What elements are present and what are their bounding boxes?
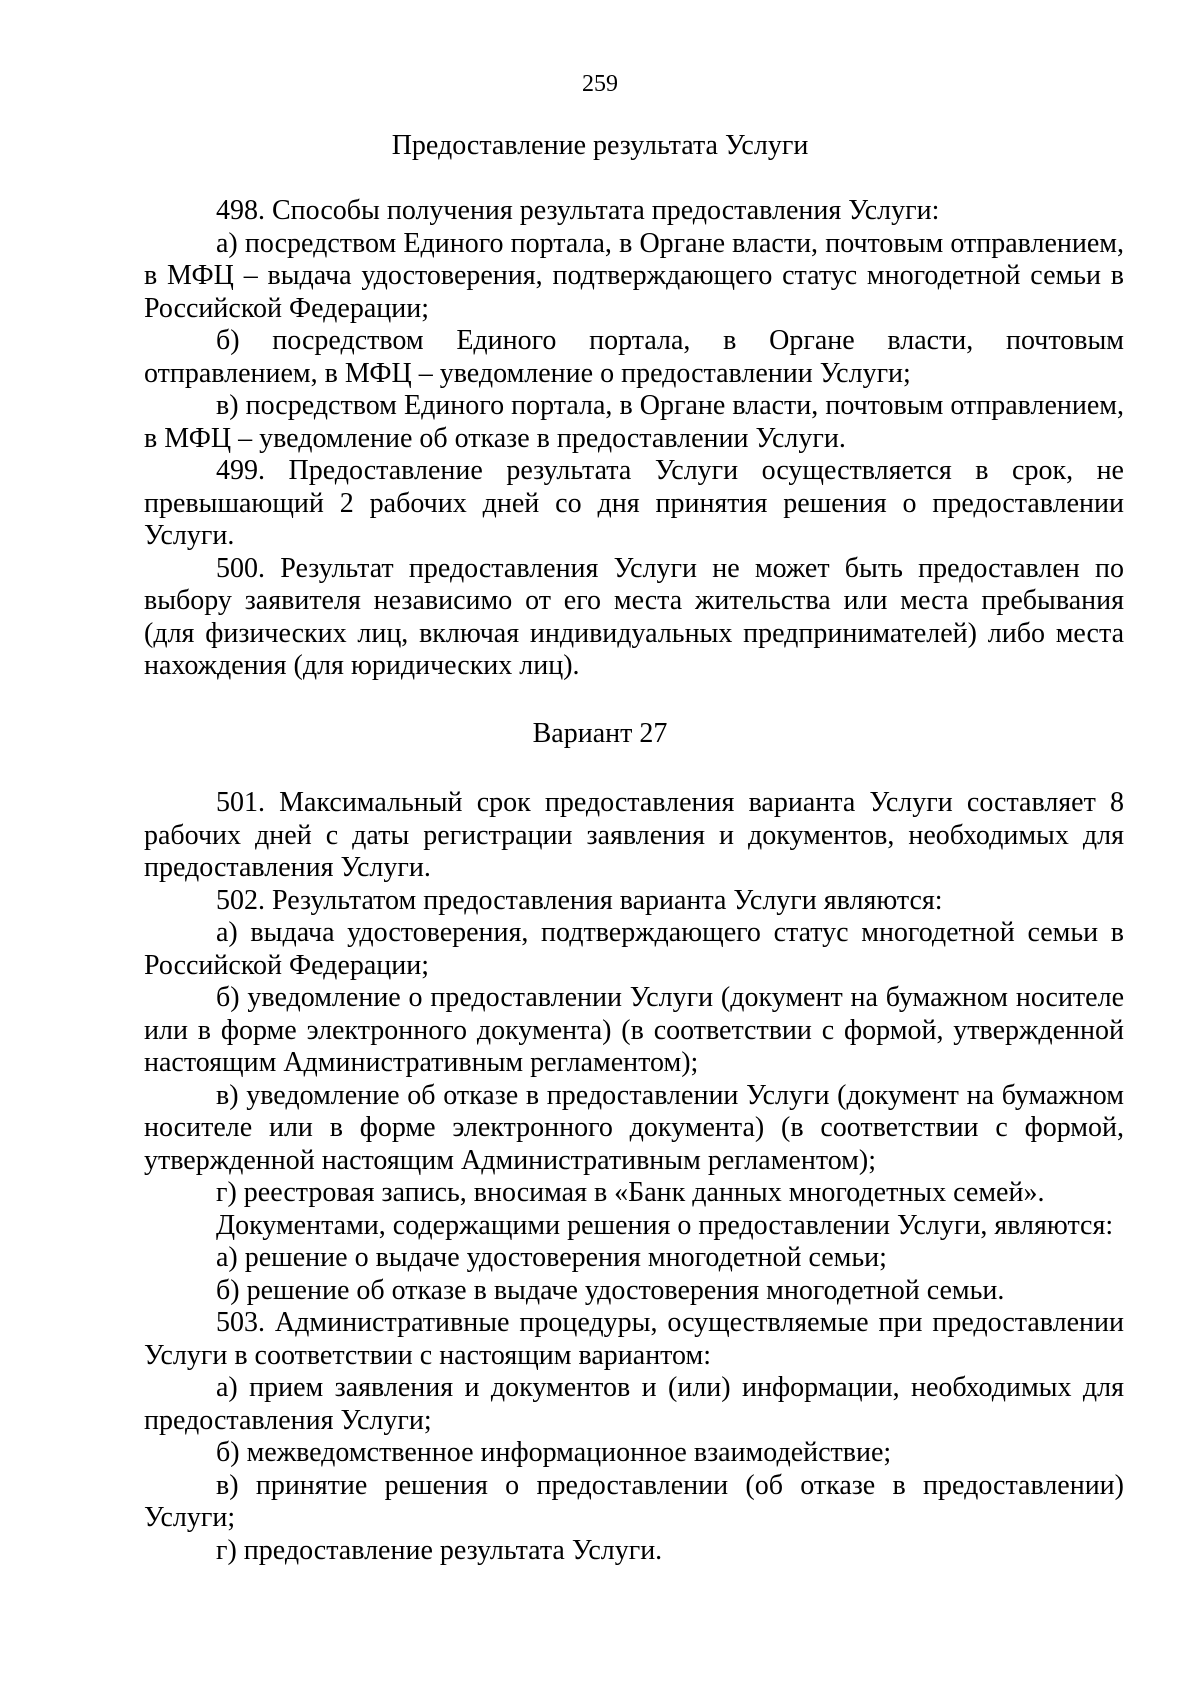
paragraph-498c: в) посредством Единого портала, в Органе власти, почтовым отправлением, в МФЦ – уведомление об отказе в предоставлении Услуги.: [144, 390, 1124, 454]
paragraph-502d: г) реестровая запись, вносимая в «Банк данных многодетных семей».: [216, 1177, 1045, 1208]
paragraph-501: 501. Максимальный срок предоставления варианта Услуги составляет 8 рабочих дней с даты регистрации заявления и документов, необходимых для предоставления Услуги.: [144, 787, 1124, 883]
paragraph-500: 500. Результат предоставления Услуги не может быть предоставлен по выбору заявителя независимо от его места жительства или места пребывания (для физических лиц, включая индивидуальных предпринимателей) либо места нахождения (для юридических лиц).: [144, 552, 1124, 681]
paragraph-decision-docs: Документами, содержащими решения о предоставлении Услуги, являются:: [216, 1209, 1114, 1241]
paragraph-502b: б) уведомление о предоставлении Услуги (документ на бумажном носителе или в форме электронного документа) (в соответствии с формой, утвержденной настоящим Административным регламентом);: [144, 982, 1124, 1078]
paragraph-498b: б) посредством Единого портала, в Органе власти, почтовым отправлением, в МФЦ – уведомление о предоставлении Услуги;: [144, 325, 1124, 389]
section-body-result: [144, 195, 1124, 683]
paragraph-decision-b: б) решение об отказе в выдаче удостоверения многодетной семьи.: [216, 1274, 1005, 1306]
paragraph-503d: г) предоставление результата Услуги.: [216, 1534, 663, 1566]
paragraph-502: 502. Результатом предоставления варианта Услуги являются:: [216, 884, 943, 916]
paragraph-503c: в) принятие решения о предоставлении (об отказе в предоставлении) Услуги;: [144, 1469, 1124, 1533]
paragraph-decision-a: а) решение о выдаче удостоверения многодетной семьи;: [216, 1242, 887, 1273]
paragraph-502a: а) выдача удостоверения, подтверждающего статус многодетной семьи в Российской Федерации;: [144, 917, 1124, 981]
page-number: 259: [582, 71, 618, 97]
paragraph-498: 498. Способы получения результата предоставления Услуги:: [216, 195, 940, 226]
paragraph-503b: б) межведомственное информационное взаимодействие;: [216, 1437, 892, 1468]
paragraph-498a: а) посредством Единого портала, в Органе власти, почтовым отправлением, в МФЦ – выдача удостоверения, подтверждающего статус многодетной семьи в Российской Федерации;: [144, 227, 1124, 324]
section-heading-variant: Вариант 27: [532, 718, 668, 749]
paragraph-502c: в) уведомление об отказе в предоставлении Услуги (документ на бумажном носителе или в форме электронного документа) (в соответствии с формой, утвержденной настоящим Административным регламентом);: [144, 1079, 1124, 1176]
paragraph-503a: а) прием заявления и документов и (или) информации, необходимых для предоставления Услуги;: [144, 1372, 1124, 1436]
section-heading-result: Предоставление результата Услуги: [391, 130, 809, 161]
paragraph-499: 499. Предоставление результата Услуги осуществляется в срок, не превышающий 2 рабочих дней со дня принятия решения о предоставлении Услуги.: [144, 455, 1124, 551]
section-body-variant: [144, 787, 1124, 1567]
paragraph-503: 503. Административные процедуры, осуществляемые при предоставлении Услуги в соответствии с настоящим вариантом:: [144, 1307, 1124, 1371]
